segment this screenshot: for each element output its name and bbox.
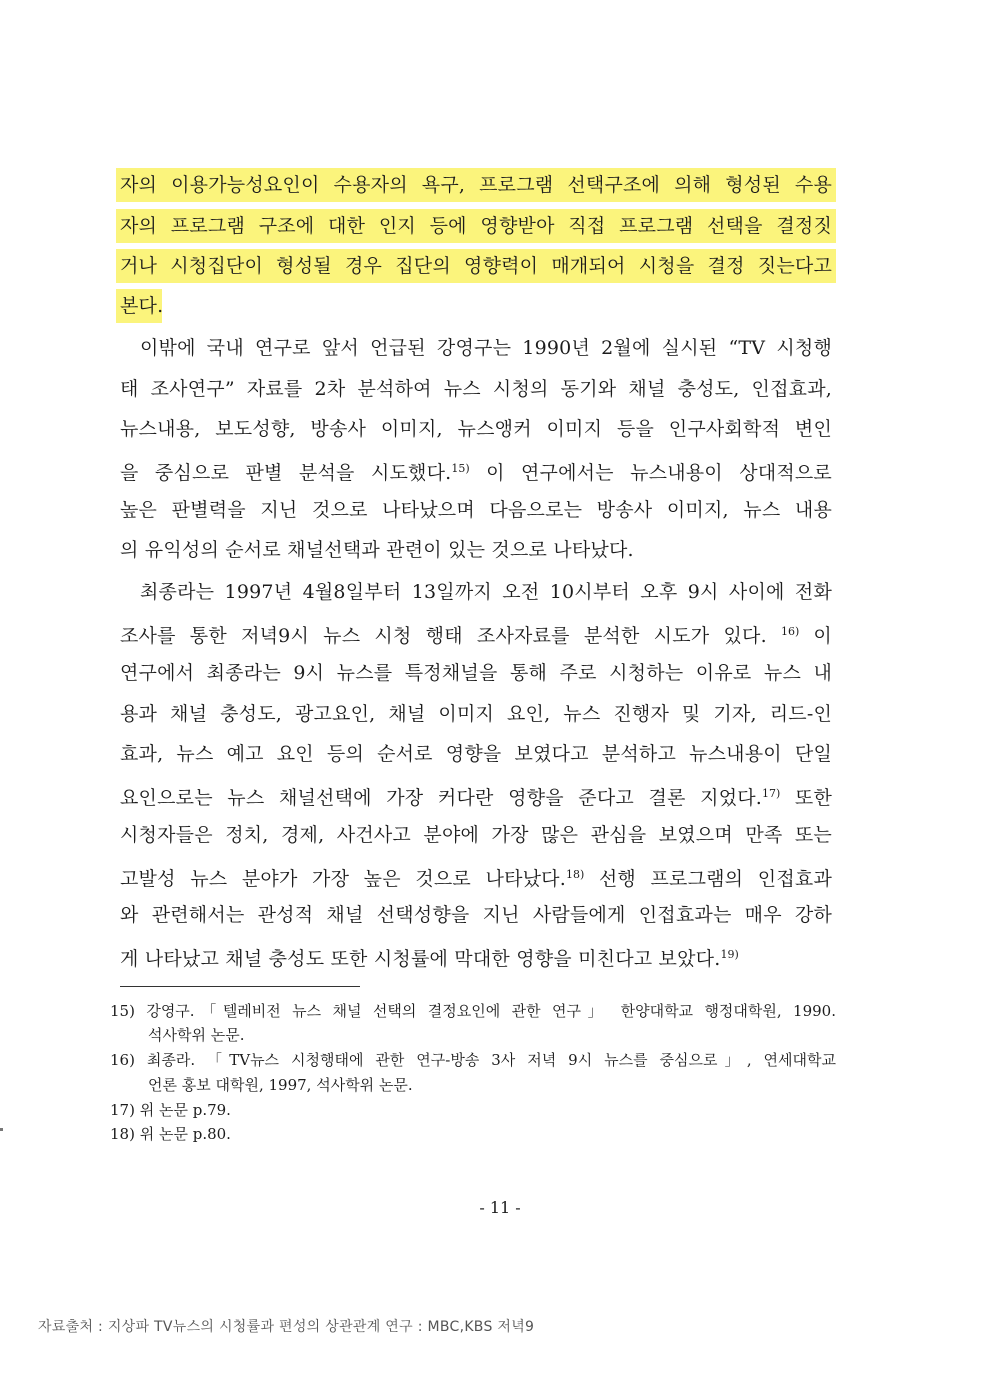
footnote-divider <box>120 986 360 987</box>
footnote-17: 17) 위 논문 p.79. <box>110 1101 231 1119</box>
body-line <box>120 935 832 975</box>
body-text: 요인으로는 뉴스 채널선택에 가장 커다란 영향을 준다고 결론 지었다. <box>120 787 763 809</box>
body-line <box>120 774 832 814</box>
footnote-ref: 19) <box>720 948 739 961</box>
footnote-ref: 15) <box>451 462 470 475</box>
source-caption: 자료출처 : 지상파 TV뉴스의 시청률과 편성의 상관관계 연구 : MBC,KBS 저녁9 <box>38 1319 535 1335</box>
body-text: 이 <box>813 625 832 647</box>
body-text: 을 중심으로 판별 분석을 시도했다. <box>120 462 452 484</box>
body-line <box>120 449 832 489</box>
body-line: 태 조사연구” 자료를 2차 분석하여 뉴스 시청의 동기와 채널 충성도, 인접효과, <box>120 378 832 400</box>
body-line: 본다. <box>120 295 164 317</box>
body-line: 연구에서 최종라는 9시 뉴스를 특정채널을 통해 주로 시청하는 이유로 뉴스 내 <box>120 662 832 684</box>
body-line: 최종라는 1997년 4월8일부터 13일까지 오전 10시부터 오후 9시 사이에 전화 <box>140 581 832 603</box>
page-number: - 11 - <box>479 1198 521 1217</box>
body-line <box>120 855 832 895</box>
body-text: 조사를 통한 저녁9시 뉴스 시청 행태 조사자료를 분석한 시도가 있다. <box>120 625 767 647</box>
body-line: 의 유익성의 순서로 채널선택과 관련이 있는 것으로 나타났다. <box>120 539 634 561</box>
footnote-15: 15) 강영구.「텔레비전 뉴스 채널 선택의 결정요인에 관한 연구」 한양대학교 행정대학원, 1990. <box>110 1002 836 1020</box>
body-text: 선행 프로그램의 인접효과 <box>598 868 832 890</box>
scan-speck <box>0 1128 3 1131</box>
body-line: 효과, 뉴스 예고 요인 등의 순서로 영향을 보였다고 분석하고 뉴스내용이 단일 <box>120 743 832 765</box>
footnote-ref: 17) <box>762 787 781 800</box>
body-line: 뉴스내용, 보도성향, 방송사 이미지, 뉴스앵커 이미지 등을 인구사회학적 변인 <box>120 418 832 440</box>
body-line: 자의 프로그램 구조에 대한 인지 등에 영향받아 직접 프로그램 선택을 결정짓 <box>120 215 832 237</box>
body-line <box>120 612 832 652</box>
body-line: 시청자들은 정치, 경제, 사건사고 분야에 가장 많은 관심을 보였으며 만족 또는 <box>120 824 832 846</box>
footnote-15-cont: 석사학위 논문. <box>148 1026 245 1044</box>
footnote-16: 16) 최종라. 「TV뉴스 시청행태에 관한 연구-방송 3사 저녁 9시 뉴스를 중심으로」, 연세대학교 <box>110 1051 836 1069</box>
footnote-ref: 16) <box>780 625 800 638</box>
body-text: 게 나타났고 채널 충성도 또한 시청률에 막대한 영향을 미친다고 보았다. <box>120 948 721 970</box>
body-line: 자의 이용가능성요인이 수용자의 욕구, 프로그램 선택구조에 의해 형성된 수용 <box>120 174 832 196</box>
footnote-ref: 18) <box>565 868 585 881</box>
body-line: 용과 채널 충성도, 광고요인, 채널 이미지 요인, 뉴스 진행자 및 기자, 리드-인 <box>120 703 832 725</box>
body-line: 와 관련해서는 관성적 채널 선택성향을 지닌 사람들에게 인접효과는 매우 강하 <box>120 904 832 926</box>
body-line: 거나 시청집단이 형성될 경우 집단의 영향력이 매개되어 시청을 결정 짓는다고 <box>120 255 832 277</box>
body-text: 또한 <box>794 787 832 809</box>
body-text: 고발성 뉴스 분야가 가장 높은 것으로 나타났다. <box>120 868 566 890</box>
body-line: 이밖에 국내 연구로 앞서 언급된 강영구는 1990년 2월에 실시된 “TV 시청행 <box>140 337 832 359</box>
footnote-16-cont: 언론 홍보 대학원, 1997, 석사학위 논문. <box>148 1076 413 1094</box>
footnote-18: 18) 위 논문 p.80. <box>110 1125 231 1143</box>
body-line: 높은 판별력을 지닌 것으로 나타났으며 다음으로는 방송사 이미지, 뉴스 내용 <box>120 499 832 521</box>
body-text: 이 연구에서는 뉴스내용이 상대적으로 <box>486 462 832 484</box>
